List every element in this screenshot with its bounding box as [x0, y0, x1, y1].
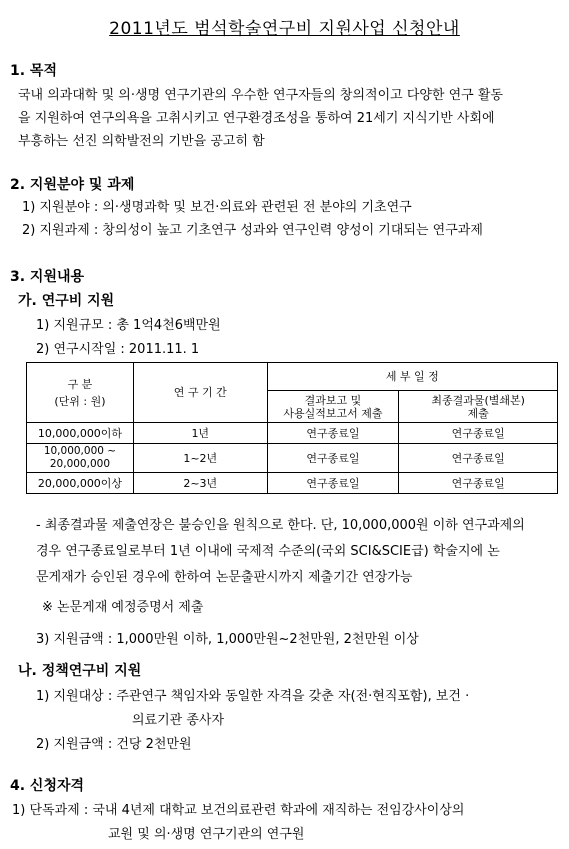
table-row	[27, 473, 558, 494]
funding-schedule-table	[26, 362, 558, 494]
section-1-heading: 1. 목적	[10, 63, 57, 79]
support-amount: 3) 지원금액 : 1,000만원 이하, 1,000만원~2천만원, 2천만원 이상	[36, 632, 419, 647]
eligibility-line-2: 교원 및 의·생명 연구기관의 연구원	[108, 827, 305, 842]
research-start-date: 2) 연구시작일 : 2011.11. 1	[36, 342, 200, 357]
table-cell-amount: 10,000,000이하	[27, 423, 134, 444]
table-row	[27, 444, 558, 473]
table-cell-period: 2~3년	[133, 473, 267, 494]
note-line-1: - 최종결과물 제출연장은 불승인을 원칙으로 한다. 단, 10,000,000원 이하 연구과제의	[36, 518, 525, 533]
table-row	[27, 423, 558, 444]
table-cell-report: 연구종료일	[267, 444, 399, 473]
table-header-final: 최종결과물(별쇄본) 제출	[399, 391, 558, 423]
table-header-report: 결과보고 및 사용실적보고서 제출	[267, 391, 399, 423]
eligibility-line-1: 1) 단독과제 : 국내 4년제 대학교 보건의료관련 학과에 재직하는 전임강사이상의	[12, 803, 465, 818]
page-title: 2011년도 범석학술연구비 지원사업 신청안내	[109, 19, 460, 39]
table-cell-final: 연구종료일	[399, 444, 558, 473]
policy-amount: 2) 지원금액 : 건당 2천만원	[36, 737, 192, 752]
note-line-3: 문게재가 승인된 경우에 한하여 논문출판시까지 제출기간 연장가능	[36, 570, 413, 585]
section-4-heading: 4. 신청자격	[10, 778, 85, 794]
support-project: 2) 지원과제 : 창의성이 높고 기초연구 성과와 연구인력 양성이 기대되는 연구과제	[22, 223, 483, 238]
table-cell-report: 연구종료일	[267, 423, 399, 444]
table-cell-period: 1~2년	[133, 444, 267, 473]
policy-target-line-1: 1) 지원대상 : 주관연구 책임자와 동일한 자격을 갖춘 자(전·현직포함), 보건 ·	[36, 689, 470, 704]
policy-target-line-2: 의료기관 종사자	[132, 713, 225, 728]
table-header-schedule: 세 부 일 정	[267, 363, 557, 391]
support-field: 1) 지원분야 : 의·생명과학 및 보건·의료와 관련된 전 분야의 기초연구	[22, 200, 412, 215]
section-3-heading: 3. 지원내용	[10, 269, 85, 285]
table-cell-amount: 20,000,000이상	[27, 473, 134, 494]
note-certificate: ※ 논문게재 예정증명서 제출	[42, 600, 204, 615]
table-cell-final: 연구종료일	[399, 473, 558, 494]
table-header-category: 구 분 (단위 : 원)	[27, 363, 134, 423]
purpose-line-3: 부흥하는 선진 의학발전의 기반을 공고히 함	[18, 134, 265, 149]
table-cell-final: 연구종료일	[399, 423, 558, 444]
section-2-heading: 2. 지원분야 및 과제	[10, 177, 135, 193]
purpose-line-2: 을 지원하여 연구의욕을 고취시키고 연구환경조성을 통하여 21세기 지식기반 사회에	[18, 111, 495, 126]
subsection-na-heading: 나. 정책연구비 지원	[18, 663, 142, 679]
table-header-period: 연 구 기 간	[133, 363, 267, 423]
subsection-ga-heading: 가. 연구비 지원	[18, 293, 115, 309]
support-scale: 1) 지원규모 : 총 1억4천6백만원	[36, 318, 221, 333]
table-cell-amount: 10,000,000 ~ 20,000,000	[27, 444, 134, 473]
note-line-2: 경우 연구종료일로부터 1년 이내에 국제적 수준의(국외 SCI&SCIE급) 학술지에 논	[36, 544, 500, 559]
table-cell-period: 1년	[133, 423, 267, 444]
table-cell-report: 연구종료일	[267, 473, 399, 494]
purpose-line-1: 국내 의과대학 및 의·생명 연구기관의 우수한 연구자들의 창의적이고 다양한 연구 활동	[18, 88, 503, 103]
